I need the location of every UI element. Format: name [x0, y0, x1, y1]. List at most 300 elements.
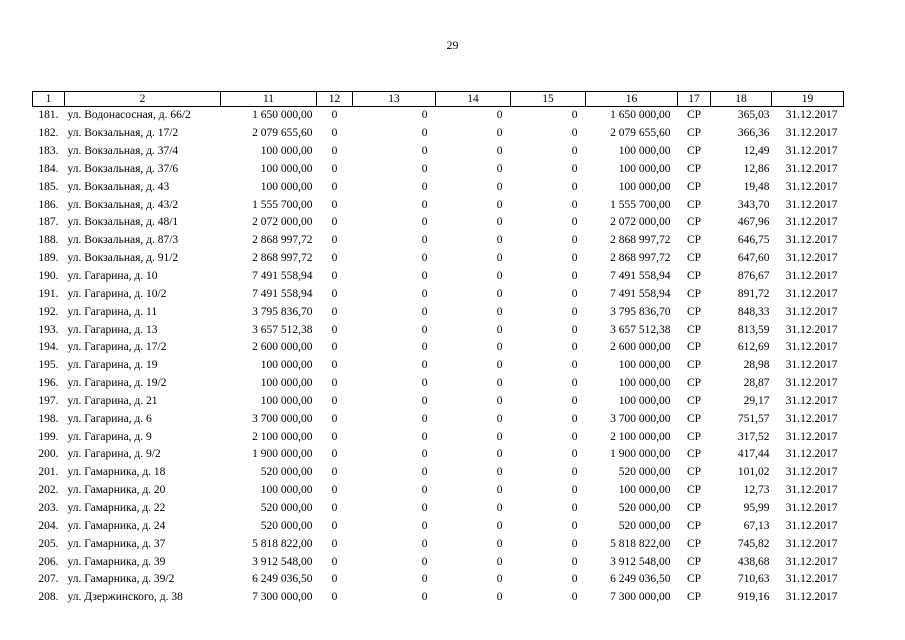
cell-col-14: 0 — [496, 519, 503, 532]
table-row — [33, 482, 844, 500]
cell-col-11: 2 868 997,72 — [252, 234, 313, 247]
cell-col-18: 919,16 — [737, 591, 770, 604]
cell-col-19: 31.12.2017 — [785, 109, 838, 122]
column-header: 18 — [711, 92, 772, 107]
cell-col-18: 12,73 — [743, 484, 770, 497]
cell-row-number: 199. — [38, 430, 59, 443]
cell-col-13: 0 — [421, 359, 428, 372]
cell-col-19: 31.12.2017 — [785, 323, 838, 336]
cell-col-16: 2 600 000,00 — [610, 341, 671, 354]
cell-address: ул. Гагарина, д. 9 — [67, 430, 152, 443]
table-row — [33, 446, 844, 464]
cell-address: ул. Вокзальная, д. 87/3 — [67, 234, 179, 247]
cell-col-19: 31.12.2017 — [785, 448, 838, 461]
cell-row-number: 186. — [38, 198, 59, 211]
cell-col-17: СР — [686, 430, 702, 443]
cell-col-14: 0 — [496, 430, 503, 443]
cell-col-11: 2 868 997,72 — [252, 252, 313, 265]
cell-col-15: 0 — [571, 341, 578, 354]
cell-col-14: 0 — [496, 127, 503, 140]
cell-address: ул. Вокзальная, д. 48/1 — [67, 216, 179, 229]
cell-col-14: 0 — [496, 573, 503, 586]
cell-col-12: 0 — [331, 591, 338, 604]
cell-row-number: 184. — [38, 162, 59, 175]
cell-row-number: 182. — [38, 127, 59, 140]
cell-col-19: 31.12.2017 — [785, 341, 838, 354]
cell-col-18: 12,86 — [743, 162, 770, 175]
cell-col-15: 0 — [571, 109, 578, 122]
cell-row-number: 198. — [38, 412, 59, 425]
cell-col-14: 0 — [496, 180, 503, 193]
cell-col-15: 0 — [571, 145, 578, 158]
cell-col-16: 3 700 000,00 — [610, 412, 671, 425]
table-row — [33, 285, 844, 303]
cell-row-number: 192. — [38, 305, 59, 318]
cell-address: ул. Вокзальная, д. 43 — [67, 180, 170, 193]
cell-address: ул. Гагарина, д. 13 — [67, 323, 158, 336]
cell-col-14: 0 — [496, 252, 503, 265]
column-header: 19 — [772, 92, 844, 107]
cell-col-13: 0 — [421, 216, 428, 229]
cell-col-18: 67,13 — [743, 519, 770, 532]
cell-col-11: 6 249 036,50 — [252, 573, 313, 586]
cell-address: ул. Вокзальная, д. 37/4 — [67, 145, 179, 158]
cell-col-19: 31.12.2017 — [785, 198, 838, 211]
column-header: 1 — [33, 92, 65, 107]
cell-col-15: 0 — [571, 270, 578, 283]
cell-row-number: 190. — [38, 270, 59, 283]
cell-col-11: 100 000,00 — [260, 359, 313, 372]
cell-col-12: 0 — [331, 394, 338, 407]
cell-col-12: 0 — [331, 412, 338, 425]
cell-col-16: 100 000,00 — [618, 162, 671, 175]
cell-col-12: 0 — [331, 519, 338, 532]
cell-col-19: 31.12.2017 — [785, 162, 838, 175]
table-row — [33, 375, 844, 393]
cell-address: ул. Водонасосная, д. 66/2 — [67, 109, 191, 122]
cell-col-15: 0 — [571, 377, 578, 390]
cell-col-18: 745,82 — [737, 537, 770, 550]
cell-col-15: 0 — [571, 252, 578, 265]
cell-col-13: 0 — [421, 591, 428, 604]
cell-col-14: 0 — [496, 555, 503, 568]
table-row — [33, 410, 844, 428]
cell-col-17: СР — [686, 573, 702, 586]
cell-col-13: 0 — [421, 109, 428, 122]
cell-address: ул. Гамарника, д. 24 — [67, 519, 166, 532]
cell-col-12: 0 — [331, 127, 338, 140]
cell-col-19: 31.12.2017 — [785, 359, 838, 372]
cell-col-13: 0 — [421, 484, 428, 497]
cell-col-12: 0 — [331, 270, 338, 283]
cell-col-19: 31.12.2017 — [785, 377, 838, 390]
cell-address: ул. Гагарина, д. 17/2 — [67, 341, 167, 354]
cell-col-19: 31.12.2017 — [785, 127, 838, 140]
cell-col-13: 0 — [421, 127, 428, 140]
cell-col-19: 31.12.2017 — [785, 466, 838, 479]
cell-col-14: 0 — [496, 448, 503, 461]
cell-col-17: СР — [686, 287, 702, 300]
cell-col-11: 520 000,00 — [260, 501, 313, 514]
cell-col-17: СР — [686, 537, 702, 550]
cell-col-11: 100 000,00 — [260, 145, 313, 158]
cell-col-15: 0 — [571, 573, 578, 586]
cell-col-15: 0 — [571, 412, 578, 425]
cell-col-18: 612,69 — [737, 341, 770, 354]
cell-col-17: СР — [686, 359, 702, 372]
cell-col-18: 28,98 — [743, 359, 770, 372]
cell-col-14: 0 — [496, 305, 503, 318]
page-number: 29 — [446, 38, 459, 52]
cell-col-19: 31.12.2017 — [785, 305, 838, 318]
cell-col-16: 2 868 997,72 — [610, 252, 671, 265]
cell-col-12: 0 — [331, 198, 338, 211]
cell-address: ул. Гамарника, д. 39/2 — [67, 573, 175, 586]
cell-col-15: 0 — [571, 287, 578, 300]
column-header: 11 — [221, 92, 317, 107]
cell-col-17: СР — [686, 501, 702, 514]
cell-col-14: 0 — [496, 377, 503, 390]
cell-col-11: 2 100 000,00 — [252, 430, 313, 443]
table-row — [33, 357, 844, 375]
table-row — [33, 214, 844, 232]
cell-col-19: 31.12.2017 — [785, 252, 838, 265]
cell-col-11: 100 000,00 — [260, 377, 313, 390]
cell-col-18: 28,87 — [743, 377, 770, 390]
cell-col-19: 31.12.2017 — [785, 145, 838, 158]
cell-col-11: 7 300 000,00 — [252, 591, 313, 604]
cell-address: ул. Гагарина, д. 21 — [67, 394, 158, 407]
cell-col-18: 366,36 — [737, 127, 770, 140]
table-row — [33, 553, 844, 571]
column-header: 2 — [65, 92, 221, 107]
cell-col-18: 101,02 — [737, 466, 770, 479]
cell-col-11: 100 000,00 — [260, 484, 313, 497]
cell-col-18: 29,17 — [743, 394, 770, 407]
cell-col-12: 0 — [331, 252, 338, 265]
cell-col-16: 7 491 558,94 — [610, 270, 671, 283]
header-row — [33, 92, 844, 107]
cell-col-18: 365,03 — [737, 109, 770, 122]
column-header: 14 — [436, 92, 511, 107]
cell-col-12: 0 — [331, 555, 338, 568]
cell-col-18: 12,49 — [743, 145, 770, 158]
cell-col-11: 2 079 655,60 — [252, 127, 313, 140]
cell-col-14: 0 — [496, 145, 503, 158]
cell-col-14: 0 — [496, 287, 503, 300]
cell-col-13: 0 — [421, 162, 428, 175]
cell-col-15: 0 — [571, 555, 578, 568]
cell-row-number: 195. — [38, 359, 59, 372]
cell-col-13: 0 — [421, 180, 428, 193]
cell-col-11: 3 700 000,00 — [252, 412, 313, 425]
cell-address: ул. Гамарника, д. 18 — [67, 466, 166, 479]
cell-col-13: 0 — [421, 377, 428, 390]
cell-row-number: 188. — [38, 234, 59, 247]
cell-col-16: 100 000,00 — [618, 394, 671, 407]
cell-col-17: СР — [686, 484, 702, 497]
cell-col-12: 0 — [331, 359, 338, 372]
cell-col-12: 0 — [331, 466, 338, 479]
cell-col-19: 31.12.2017 — [785, 394, 838, 407]
column-header: 13 — [353, 92, 436, 107]
cell-col-12: 0 — [331, 573, 338, 586]
cell-col-12: 0 — [331, 305, 338, 318]
table-row — [33, 232, 844, 250]
cell-row-number: 183. — [38, 145, 59, 158]
cell-col-16: 100 000,00 — [618, 359, 671, 372]
cell-col-11: 1 650 000,00 — [252, 109, 313, 122]
cell-col-15: 0 — [571, 234, 578, 247]
cell-col-11: 2 600 000,00 — [252, 341, 313, 354]
table-row — [33, 143, 844, 161]
column-header: 16 — [586, 92, 678, 107]
cell-col-19: 31.12.2017 — [785, 484, 838, 497]
cell-row-number: 208. — [38, 591, 59, 604]
column-header: 17 — [678, 92, 711, 107]
cell-col-12: 0 — [331, 216, 338, 229]
cell-col-11: 2 072 000,00 — [252, 216, 313, 229]
cell-address: ул. Гамарника, д. 22 — [67, 501, 166, 514]
table-row — [33, 303, 844, 321]
cell-col-12: 0 — [331, 145, 338, 158]
cell-col-11: 100 000,00 — [260, 394, 313, 407]
cell-col-14: 0 — [496, 466, 503, 479]
cell-address: ул. Дзержинского, д. 38 — [67, 591, 183, 604]
table-row — [33, 250, 844, 268]
cell-col-16: 100 000,00 — [618, 145, 671, 158]
cell-col-17: СР — [686, 412, 702, 425]
table-row — [33, 393, 844, 411]
cell-col-16: 5 818 822,00 — [610, 537, 671, 550]
cell-col-15: 0 — [571, 591, 578, 604]
cell-col-16: 2 868 997,72 — [610, 234, 671, 247]
cell-col-16: 6 249 036,50 — [610, 573, 671, 586]
cell-col-17: СР — [686, 127, 702, 140]
cell-col-11: 520 000,00 — [260, 519, 313, 532]
cell-row-number: 181. — [38, 109, 59, 122]
cell-col-12: 0 — [331, 484, 338, 497]
cell-address: ул. Вокзальная, д. 91/2 — [67, 252, 179, 265]
cell-col-11: 100 000,00 — [260, 162, 313, 175]
table-row — [33, 464, 844, 482]
cell-col-15: 0 — [571, 484, 578, 497]
cell-row-number: 193. — [38, 323, 59, 336]
cell-col-15: 0 — [571, 359, 578, 372]
cell-col-13: 0 — [421, 519, 428, 532]
cell-col-12: 0 — [331, 341, 338, 354]
cell-col-13: 0 — [421, 501, 428, 514]
cell-address: ул. Гамарника, д. 20 — [67, 484, 166, 497]
cell-row-number: 203. — [38, 501, 59, 514]
table-row — [33, 517, 844, 535]
cell-col-14: 0 — [496, 162, 503, 175]
cell-col-13: 0 — [421, 323, 428, 336]
cell-col-13: 0 — [421, 448, 428, 461]
cell-col-13: 0 — [421, 234, 428, 247]
cell-col-14: 0 — [496, 394, 503, 407]
cell-col-16: 2 100 000,00 — [610, 430, 671, 443]
cell-col-16: 100 000,00 — [618, 484, 671, 497]
cell-col-18: 343,70 — [737, 198, 770, 211]
cell-col-17: СР — [686, 394, 702, 407]
cell-row-number: 197. — [38, 394, 59, 407]
cell-col-12: 0 — [331, 287, 338, 300]
cell-col-19: 31.12.2017 — [785, 430, 838, 443]
cell-col-15: 0 — [571, 323, 578, 336]
cell-address: ул. Гагарина, д. 19 — [67, 359, 158, 372]
cell-col-13: 0 — [421, 537, 428, 550]
cell-col-13: 0 — [421, 341, 428, 354]
table-body — [33, 107, 844, 607]
cell-col-17: СР — [686, 466, 702, 479]
cell-col-15: 0 — [571, 537, 578, 550]
cell-col-12: 0 — [331, 162, 338, 175]
cell-col-19: 31.12.2017 — [785, 591, 838, 604]
cell-row-number: 185. — [38, 180, 59, 193]
cell-col-11: 3 912 548,00 — [252, 555, 313, 568]
cell-col-17: СР — [686, 162, 702, 175]
column-header: 12 — [317, 92, 353, 107]
cell-col-16: 2 072 000,00 — [610, 216, 671, 229]
cell-address: ул. Гагарина, д. 11 — [67, 305, 158, 318]
cell-col-18: 438,68 — [737, 555, 770, 568]
cell-col-17: СР — [686, 305, 702, 318]
cell-col-19: 31.12.2017 — [785, 573, 838, 586]
cell-col-16: 100 000,00 — [618, 377, 671, 390]
cell-row-number: 206. — [38, 555, 59, 568]
cell-col-16: 3 657 512,38 — [610, 323, 671, 336]
cell-col-11: 3 657 512,38 — [252, 323, 313, 336]
cell-col-17: СР — [686, 377, 702, 390]
cell-col-18: 647,60 — [737, 252, 770, 265]
cell-col-12: 0 — [331, 323, 338, 336]
cell-col-17: СР — [686, 180, 702, 193]
cell-col-16: 7 491 558,94 — [610, 287, 671, 300]
cell-col-13: 0 — [421, 466, 428, 479]
data-table — [32, 91, 844, 607]
cell-col-16: 7 300 000,00 — [610, 591, 671, 604]
cell-col-19: 31.12.2017 — [785, 555, 838, 568]
cell-col-11: 7 491 558,94 — [252, 287, 313, 300]
cell-col-12: 0 — [331, 377, 338, 390]
cell-col-13: 0 — [421, 430, 428, 443]
cell-col-16: 520 000,00 — [618, 501, 671, 514]
table-row — [33, 178, 844, 196]
cell-col-11: 5 818 822,00 — [252, 537, 313, 550]
cell-col-14: 0 — [496, 270, 503, 283]
cell-col-16: 3 912 548,00 — [610, 555, 671, 568]
cell-col-19: 31.12.2017 — [785, 537, 838, 550]
cell-address: ул. Гагарина, д. 9/2 — [67, 448, 161, 461]
cell-row-number: 204. — [38, 519, 59, 532]
cell-col-13: 0 — [421, 555, 428, 568]
table-row — [33, 196, 844, 214]
table-row — [33, 589, 844, 607]
cell-col-12: 0 — [331, 430, 338, 443]
cell-col-13: 0 — [421, 394, 428, 407]
table-row — [33, 321, 844, 339]
cell-col-13: 0 — [421, 270, 428, 283]
cell-col-15: 0 — [571, 466, 578, 479]
cell-col-16: 1 900 000,00 — [610, 448, 671, 461]
cell-col-12: 0 — [331, 180, 338, 193]
cell-col-14: 0 — [496, 501, 503, 514]
cell-col-14: 0 — [496, 359, 503, 372]
cell-col-14: 0 — [496, 109, 503, 122]
cell-col-12: 0 — [331, 537, 338, 550]
cell-col-18: 646,75 — [737, 234, 770, 247]
cell-col-17: СР — [686, 270, 702, 283]
cell-col-14: 0 — [496, 537, 503, 550]
cell-col-17: СР — [686, 234, 702, 247]
cell-col-17: СР — [686, 448, 702, 461]
table-row — [33, 125, 844, 143]
cell-col-16: 520 000,00 — [618, 519, 671, 532]
cell-col-11: 100 000,00 — [260, 180, 313, 193]
cell-col-15: 0 — [571, 162, 578, 175]
cell-col-17: СР — [686, 323, 702, 336]
cell-col-17: СР — [686, 216, 702, 229]
cell-col-19: 31.12.2017 — [785, 270, 838, 283]
cell-col-15: 0 — [571, 519, 578, 532]
cell-col-17: СР — [686, 109, 702, 122]
cell-address: ул. Вокзальная, д. 37/6 — [67, 162, 179, 175]
cell-col-18: 876,67 — [737, 270, 770, 283]
cell-col-14: 0 — [496, 591, 503, 604]
cell-row-number: 201. — [38, 466, 59, 479]
cell-col-15: 0 — [571, 501, 578, 514]
cell-col-18: 417,44 — [737, 448, 770, 461]
cell-col-18: 467,96 — [737, 216, 770, 229]
cell-col-11: 1 555 700,00 — [252, 198, 313, 211]
cell-col-18: 751,57 — [737, 412, 770, 425]
table-row — [33, 339, 844, 357]
cell-col-14: 0 — [496, 341, 503, 354]
cell-col-18: 95,99 — [743, 501, 770, 514]
cell-col-15: 0 — [571, 198, 578, 211]
cell-col-12: 0 — [331, 501, 338, 514]
cell-col-17: СР — [686, 591, 702, 604]
cell-col-16: 100 000,00 — [618, 180, 671, 193]
table-row — [33, 428, 844, 446]
table-row — [33, 500, 844, 518]
cell-col-14: 0 — [496, 412, 503, 425]
cell-col-13: 0 — [421, 573, 428, 586]
cell-col-18: 19,48 — [743, 180, 770, 193]
cell-col-14: 0 — [496, 484, 503, 497]
cell-col-13: 0 — [421, 287, 428, 300]
table-row — [33, 161, 844, 179]
cell-address: ул. Гагарина, д. 10 — [67, 270, 158, 283]
column-header: 15 — [511, 92, 586, 107]
cell-col-19: 31.12.2017 — [785, 216, 838, 229]
cell-col-11: 7 491 558,94 — [252, 270, 313, 283]
cell-address: ул. Вокзальная, д. 43/2 — [67, 198, 179, 211]
cell-col-17: СР — [686, 555, 702, 568]
table-row — [33, 571, 844, 589]
cell-col-17: СР — [686, 252, 702, 265]
cell-col-13: 0 — [421, 305, 428, 318]
cell-col-16: 3 795 836,70 — [610, 305, 671, 318]
cell-address: ул. Гагарина, д. 19/2 — [67, 377, 167, 390]
cell-row-number: 202. — [38, 484, 59, 497]
cell-col-18: 891,72 — [737, 287, 770, 300]
cell-col-14: 0 — [496, 198, 503, 211]
cell-col-16: 2 079 655,60 — [610, 127, 671, 140]
cell-col-19: 31.12.2017 — [785, 412, 838, 425]
table-row — [33, 268, 844, 286]
